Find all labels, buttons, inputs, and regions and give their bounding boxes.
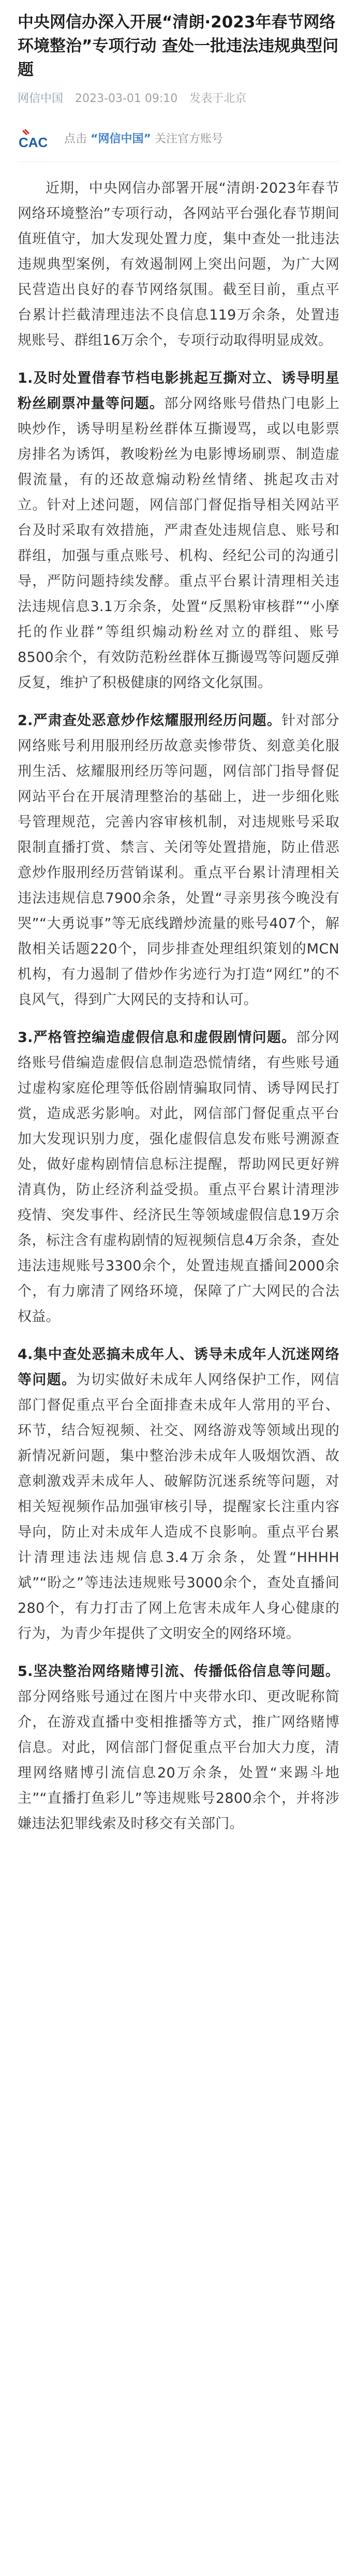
article-meta xyxy=(18,91,339,107)
article-source[interactable]: 网信中国 xyxy=(18,92,64,105)
section-4-heading: 4.集中查处恶搞未成年人、诱导未成年人沉迷网络等问题。 xyxy=(18,1347,339,1388)
section-2-heading: 2.严肃查处恶意炒作炫耀服刑经历问题。 xyxy=(18,713,282,729)
section-1-paragraph xyxy=(18,366,339,696)
follow-account-link[interactable]: “网信中国” xyxy=(91,132,151,146)
section-3-heading: 3.严格管控编造虚假信息和虚假剧情问题。 xyxy=(18,1030,296,1046)
follow-bar[interactable] xyxy=(18,123,339,152)
section-5-body: 部分网络账号通过在图片中夹带水印、更改昵称简介，在游戏直播中变相推播等方式，推广网络赌博信息。对此，网信部门督促重点平台加大力度，清理网络赌博引流信息20万余条，处置“来踢斗地主”“直播打鱼彩儿”等违规账号2800余个，并将涉嫌违法犯罪线索及时移交有关部门。 xyxy=(18,1689,339,1832)
section-2-body: 针对部分网络账号利用服刑经历故意卖惨带货、刻意美化服刑生活、炫耀服刑经历等问题，网信部门指导督促网站平台在开展清理整治的基础上，进一步细化账号管理规范，完善内容审核机制，对违规账号采取限制直播打赏、禁言、关闭等处置措施，防止借恶意炒作服刑经历营销谋利。重点平台累计清理相关违法违规信息7900余条，处置“寻亲男孩今晚没有哭”“大勇说事”等无底线蹭炒流量的账号407个，解散相关话题220个，同步排查处理组织策划的MCN机构，有力遏制了借炒作劣迹行为打造“网红”的不良风气，得到广大网民的支持和认可。 xyxy=(18,713,339,1008)
article-body xyxy=(18,176,339,1836)
follow-prefix: 点击 xyxy=(64,132,87,146)
article-title: 中央网信办深入开展“清朗·2023年春节网络环境整治”专项行动 查处一批违法违规典型问题 xyxy=(18,13,339,79)
article-datetime: 2023-03-01 09:10 xyxy=(75,92,178,105)
section-3-body: 部分网络账号借编造虚假信息制造恐慌情绪，有些账号通过虚构家庭伦理等低俗剧情骗取同情、诱导网民打赏，造成恶劣影响。对此，网信部门督促重点平台加大发现识别力度，强化虚假信息发布账号溯源查处，做好虚构剧情信息标注提醒，帮助网民更好辨清真伪，防止经济利益受损。重点平台累计清理涉疫情、突发事件、经济民生等领域虚假信息19万余条，标注含有虚构剧情的短视频信息4万余条，查处违法违规账号3300余个，处置违规直播间2000余个，有力廓清了网络环境，保障了广大网民的合法权益。 xyxy=(18,1030,339,1325)
section-4-paragraph xyxy=(18,1342,339,1646)
logo-text: CAC xyxy=(19,135,48,149)
section-5-paragraph xyxy=(18,1659,339,1836)
section-1-body: 部分网络账号借热门电影上映炒作，诱导明星粉丝群体互撕谩骂，或以电影票房排名为诱饵，教唆粉丝为电影博场刷票、制造虚假流量，有的还故意煽动粉丝情绪、挑起攻击对立。针对上述问题，网信部门督促指导相关网站平台及时采取有效措施，严肃查处违规信息、账号和群组，加强与重点账号、机构、经纪公司的沟通引导，严防问题持续发酵。重点平台累计清理相关违法违规信息3.1万余条，处置“反黑粉审核群”“小摩托的作业群”等组织煽动粉丝对立的群组、账号8500余个，有效防范粉丝群体互撕谩骂等问题反弹反复，维护了积极健康的网络文化氛围。 xyxy=(18,396,339,691)
section-2-paragraph xyxy=(18,708,339,1012)
intro-paragraph: 近期，中央网信办部署开展“清朗·2023年春节网络环境整治”专项行动，各网站平台强化春节期间值班值守，加大发现处置力度，集中查处一批违法违规典型案例，有效遏制网上突出问题，为广大网民营造出良好的春节网络氛围。截至目前，重点平台累计拦截清理违法不良信息119万余条，处置违规账号、群组16万余个，专项行动取得明显成效。 xyxy=(18,180,339,349)
section-4-body: 为切实做好未成年人网络保护工作，网信部门督促重点平台全面排查未成年人常用的平台、环节，结合短视频、社交、网络游戏等领域出现的新情况新问题，集中整治涉未成年人吸烟饮酒、故意刺激戏弄未成年人、破解防沉迷系统等问题，对相关短视频作品加强审核引导，提醒家长注重内容导向，防止对未成年人造成不良影响。重点平台累计清理违法违规信息3.4万余条，处置“HHHH斌”“盼之”等违法违规账号3000余个，查处直播间280个，有力打击了网上危害未成年人身心健康的行为，为青少年提供了文明安全的网络环境。 xyxy=(18,1372,339,1642)
follow-text[interactable] xyxy=(64,130,223,146)
follow-suffix: 关注官方账号 xyxy=(154,132,223,146)
section-5-heading: 5.坚决整治网络赌博引流、传播低俗信息等问题。 xyxy=(18,1663,339,1680)
section-1-heading: 1.及时处置借春节档电影挑起互撕对立、诱导明星粉丝刷票冲量等问题。 xyxy=(18,370,339,412)
cac-logo-icon xyxy=(18,126,55,149)
section-3-paragraph xyxy=(18,1025,339,1329)
article-location: 发表于北京 xyxy=(189,92,247,105)
